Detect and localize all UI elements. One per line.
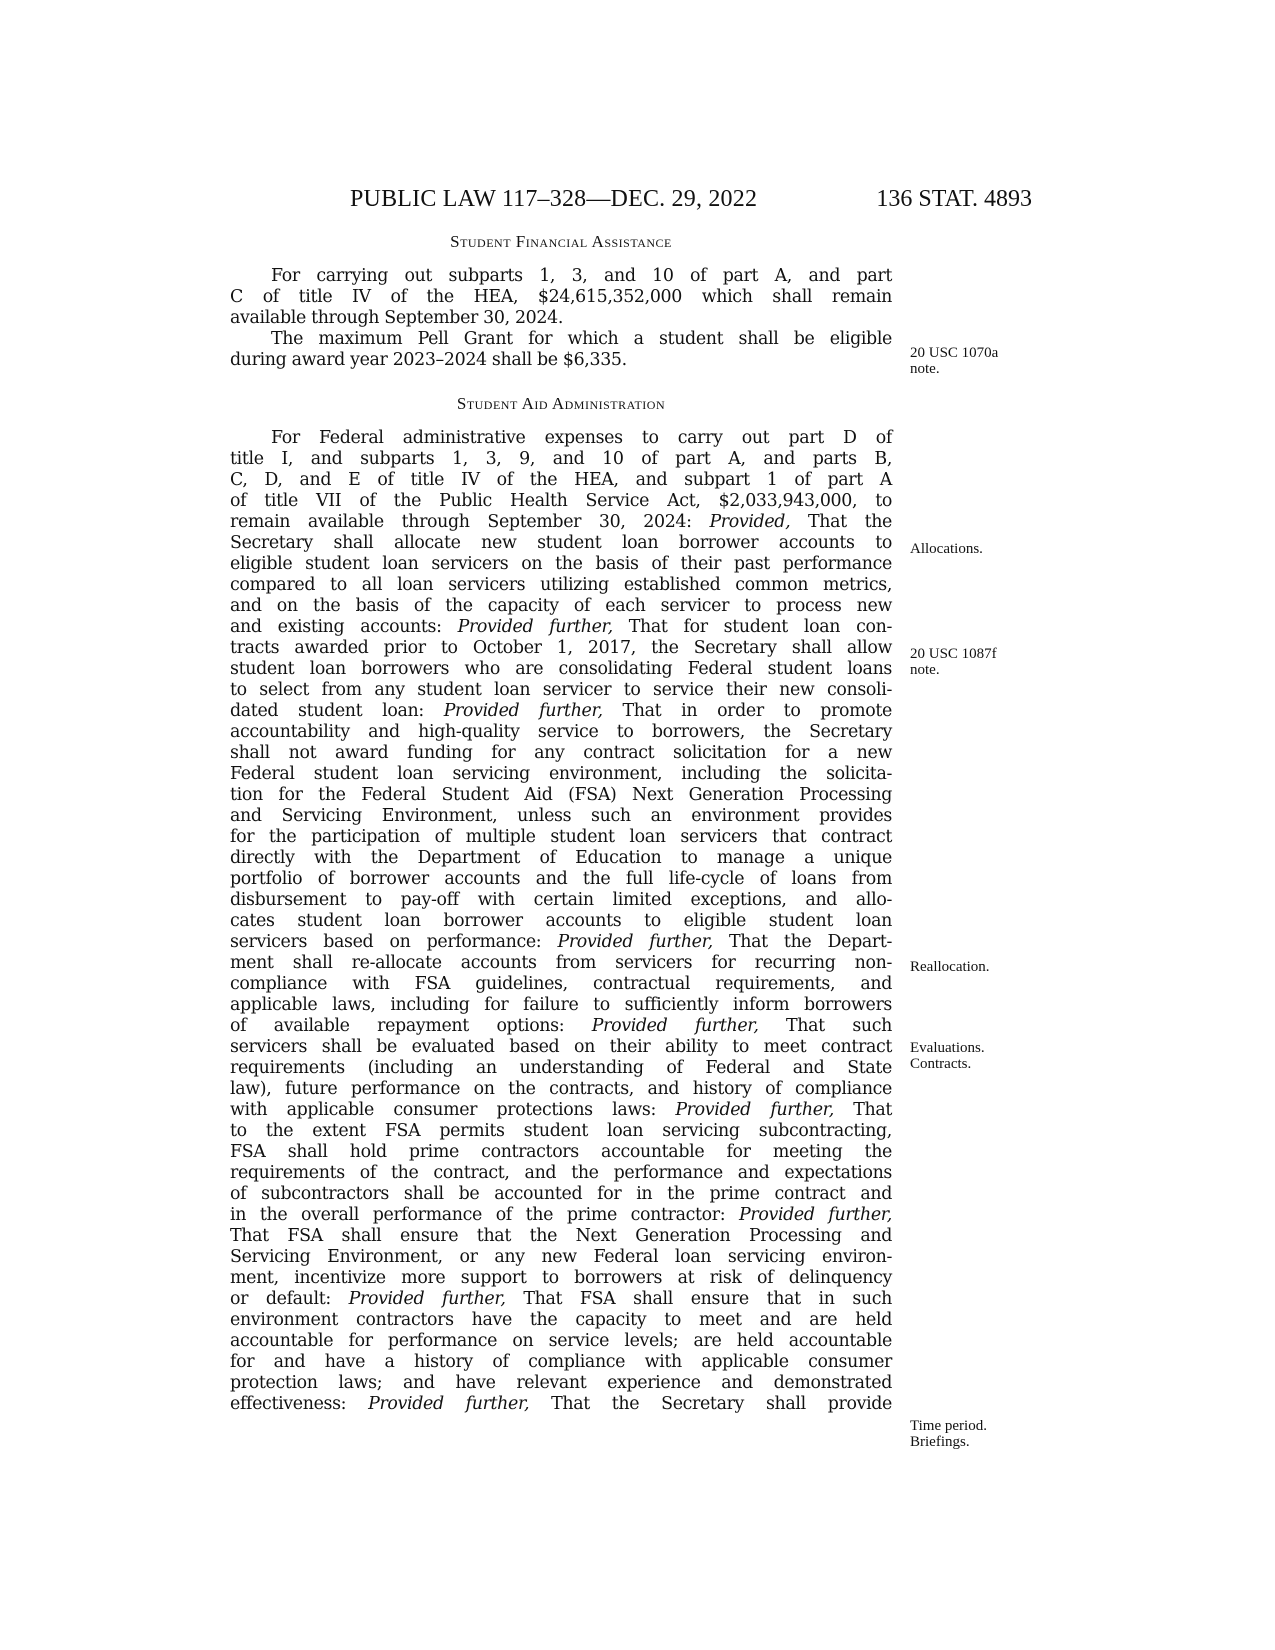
page-header-stat-number: 136 STAT. 4893 bbox=[876, 186, 1032, 212]
proviso-italic: Provided further, bbox=[591, 1016, 759, 1036]
paragraph-student-financial-assistance bbox=[230, 266, 892, 371]
text-line: protection laws; and have relevant experience and demonstrated bbox=[230, 1373, 892, 1393]
text-run: servicers based on performance: bbox=[230, 932, 558, 952]
text-line: law), future performance on the contracts, and history of compliance bbox=[230, 1079, 892, 1099]
text-run: with applicable consumer protections laws: bbox=[230, 1100, 676, 1120]
text-line: shall not award funding for any contract solicitation for a new bbox=[230, 743, 892, 763]
text-line bbox=[230, 1394, 892, 1415]
text-line bbox=[230, 1100, 892, 1121]
paragraph-student-aid-administration bbox=[230, 428, 892, 1415]
text-line: portfolio of borrower accounts and the full life-cycle of loans from bbox=[230, 869, 892, 889]
text-line: compliance with FSA guidelines, contractual requirements, and bbox=[230, 974, 892, 994]
margin-note-time-period-briefings bbox=[910, 1418, 987, 1450]
text-line: For carrying out subparts 1, 3, and 10 of part A, and part bbox=[271, 266, 892, 286]
margin-note-line: Time period. bbox=[910, 1418, 987, 1434]
text-line: student loan borrowers who are consolidating Federal student loans bbox=[230, 659, 892, 679]
margin-note-pell-citation bbox=[910, 345, 998, 377]
margin-note-line: Evaluations. bbox=[910, 1040, 985, 1056]
text-line: For Federal administrative expenses to carry out part D of bbox=[271, 428, 892, 448]
text-line: cates student loan borrower accounts to eligible student loan bbox=[230, 911, 892, 931]
text-line bbox=[230, 932, 892, 953]
margin-note-line: 20 USC 1087f bbox=[910, 646, 997, 662]
margin-note-line: note. bbox=[910, 662, 940, 678]
margin-note-line: 20 USC 1070a bbox=[910, 345, 999, 361]
text-line: Federal student loan servicing environment, including the solicita- bbox=[230, 764, 892, 784]
margin-note-line: Contracts. bbox=[910, 1056, 972, 1072]
text-run: That the Secretary shall provide bbox=[529, 1394, 893, 1414]
text-run: effectiveness: bbox=[230, 1394, 369, 1414]
margin-note-line: Briefings. bbox=[910, 1434, 970, 1450]
proviso-italic: Provided further, bbox=[457, 617, 613, 637]
text-line: requirements of the contract, and the performance and expectations bbox=[230, 1163, 892, 1183]
proviso-italic: Provided further, bbox=[557, 932, 713, 952]
text-run: That bbox=[833, 1100, 893, 1120]
section-heading-student-aid-administration: Student Aid Administration bbox=[456, 394, 666, 413]
text-line: That FSA shall ensure that the Next Generation Processing and bbox=[230, 1226, 892, 1246]
text-line: ment, incentivize more support to borrowers at risk of delinquency bbox=[230, 1268, 892, 1288]
proviso-italic: Provided further, bbox=[443, 701, 603, 721]
margin-note-allocations: Allocations. bbox=[910, 541, 983, 557]
text-line: accountability and high-quality service to borrowers, the Secretary bbox=[230, 722, 892, 742]
text-line: title I, and subparts 1, 3, 9, and 10 of part A, and parts B, bbox=[230, 449, 892, 469]
text-line: requirements (including an understanding of Federal and State bbox=[230, 1058, 892, 1078]
text-line bbox=[230, 512, 892, 533]
proviso-italic: Provided further, bbox=[348, 1289, 506, 1309]
text-line: The maximum Pell Grant for which a student shall be eligible bbox=[271, 329, 892, 349]
text-line: ment shall re-allocate accounts from servicers for recurring non- bbox=[230, 953, 892, 973]
text-line: eligible student loan servicers on the basis of their past performance bbox=[230, 554, 892, 574]
text-run: That for student loan con- bbox=[612, 617, 892, 637]
text-line: tion for the Federal Student Aid (FSA) Next Generation Processing bbox=[230, 785, 892, 805]
proviso-italic: Provided further, bbox=[675, 1100, 834, 1120]
text-run: and existing accounts: bbox=[230, 617, 458, 637]
text-line bbox=[230, 1016, 892, 1037]
text-line: disbursement to pay-off with certain limited exceptions, and allo- bbox=[230, 890, 892, 910]
text-line: of title VII of the Public Health Service Act, $2,033,943,000, to bbox=[230, 491, 892, 511]
text-run: That FSA shall ensure that in such bbox=[505, 1289, 892, 1309]
margin-note-line: note. bbox=[910, 361, 940, 377]
text-run: dated student loan: bbox=[230, 701, 444, 721]
text-line: Servicing Environment, or any new Federal loan servicing environ- bbox=[230, 1247, 892, 1267]
text-line: Secretary shall allocate new student loan borrower accounts to bbox=[230, 533, 892, 553]
proviso-italic: Provided, bbox=[709, 512, 791, 532]
text-line: to select from any student loan servicer to service their new consoli- bbox=[230, 680, 892, 700]
text-line: tracts awarded prior to October 1, 2017, the Secretary shall allow bbox=[230, 638, 892, 658]
text-line: C, D, and E of title IV of the HEA, and subpart 1 of part A bbox=[230, 470, 892, 490]
text-line: accountable for performance on service levels; are held accountable bbox=[230, 1331, 892, 1351]
text-line: available through September 30, 2024. bbox=[230, 308, 563, 328]
page-header-title: PUBLIC LAW 117–328—DEC. 29, 2022 bbox=[350, 186, 758, 212]
text-run: That the bbox=[790, 512, 893, 532]
text-line: compared to all loan servicers utilizing established common metrics, bbox=[230, 575, 892, 595]
running-head bbox=[230, 186, 1032, 216]
text-line: directly with the Department of Education to manage a unique bbox=[230, 848, 892, 868]
text-run: That in order to promote bbox=[602, 701, 892, 721]
proviso-italic: Provided further, bbox=[739, 1205, 892, 1225]
text-line: and on the basis of the capacity of each servicer to process new bbox=[230, 596, 892, 616]
margin-note-1087f-citation bbox=[910, 646, 997, 678]
text-line: servicers shall be evaluated based on their ability to meet contract bbox=[230, 1037, 892, 1057]
text-line: for and have a history of compliance with applicable consumer bbox=[230, 1352, 892, 1372]
text-line bbox=[230, 617, 892, 638]
text-run: That such bbox=[758, 1016, 892, 1036]
text-run: remain available through September 30, 2024: bbox=[230, 512, 710, 532]
text-line: during award year 2023–2024 shall be $6,335. bbox=[230, 350, 627, 370]
margin-note-reallocation: Reallocation. bbox=[910, 959, 990, 975]
text-line: to the extent FSA permits student loan servicing subcontracting, bbox=[230, 1121, 892, 1141]
text-line bbox=[230, 1289, 892, 1310]
text-line: and Servicing Environment, unless such an environment provides bbox=[230, 806, 892, 826]
text-run: in the overall performance of the prime contractor: bbox=[230, 1205, 740, 1225]
text-run: or default: bbox=[230, 1289, 349, 1309]
section-heading-student-financial-assistance: Student Financial Assistance bbox=[450, 232, 672, 251]
text-run: That the Depart- bbox=[712, 932, 892, 952]
text-line bbox=[230, 701, 892, 722]
margin-note-evaluations-contracts bbox=[910, 1040, 985, 1072]
text-line: environment contractors have the capacity to meet and are held bbox=[230, 1310, 892, 1330]
text-line: C of title IV of the HEA, $24,615,352,000 which shall remain bbox=[230, 287, 892, 307]
text-line bbox=[230, 1205, 892, 1226]
text-run: of available repayment options: bbox=[230, 1016, 592, 1036]
text-line: for the participation of multiple student loan servicers that contract bbox=[230, 827, 892, 847]
text-line: FSA shall hold prime contractors accountable for meeting the bbox=[230, 1142, 892, 1162]
proviso-italic: Provided further, bbox=[368, 1394, 530, 1414]
text-line: of subcontractors shall be accounted for in the prime contract and bbox=[230, 1184, 892, 1204]
text-line: applicable laws, including for failure to sufficiently inform borrowers bbox=[230, 995, 892, 1015]
